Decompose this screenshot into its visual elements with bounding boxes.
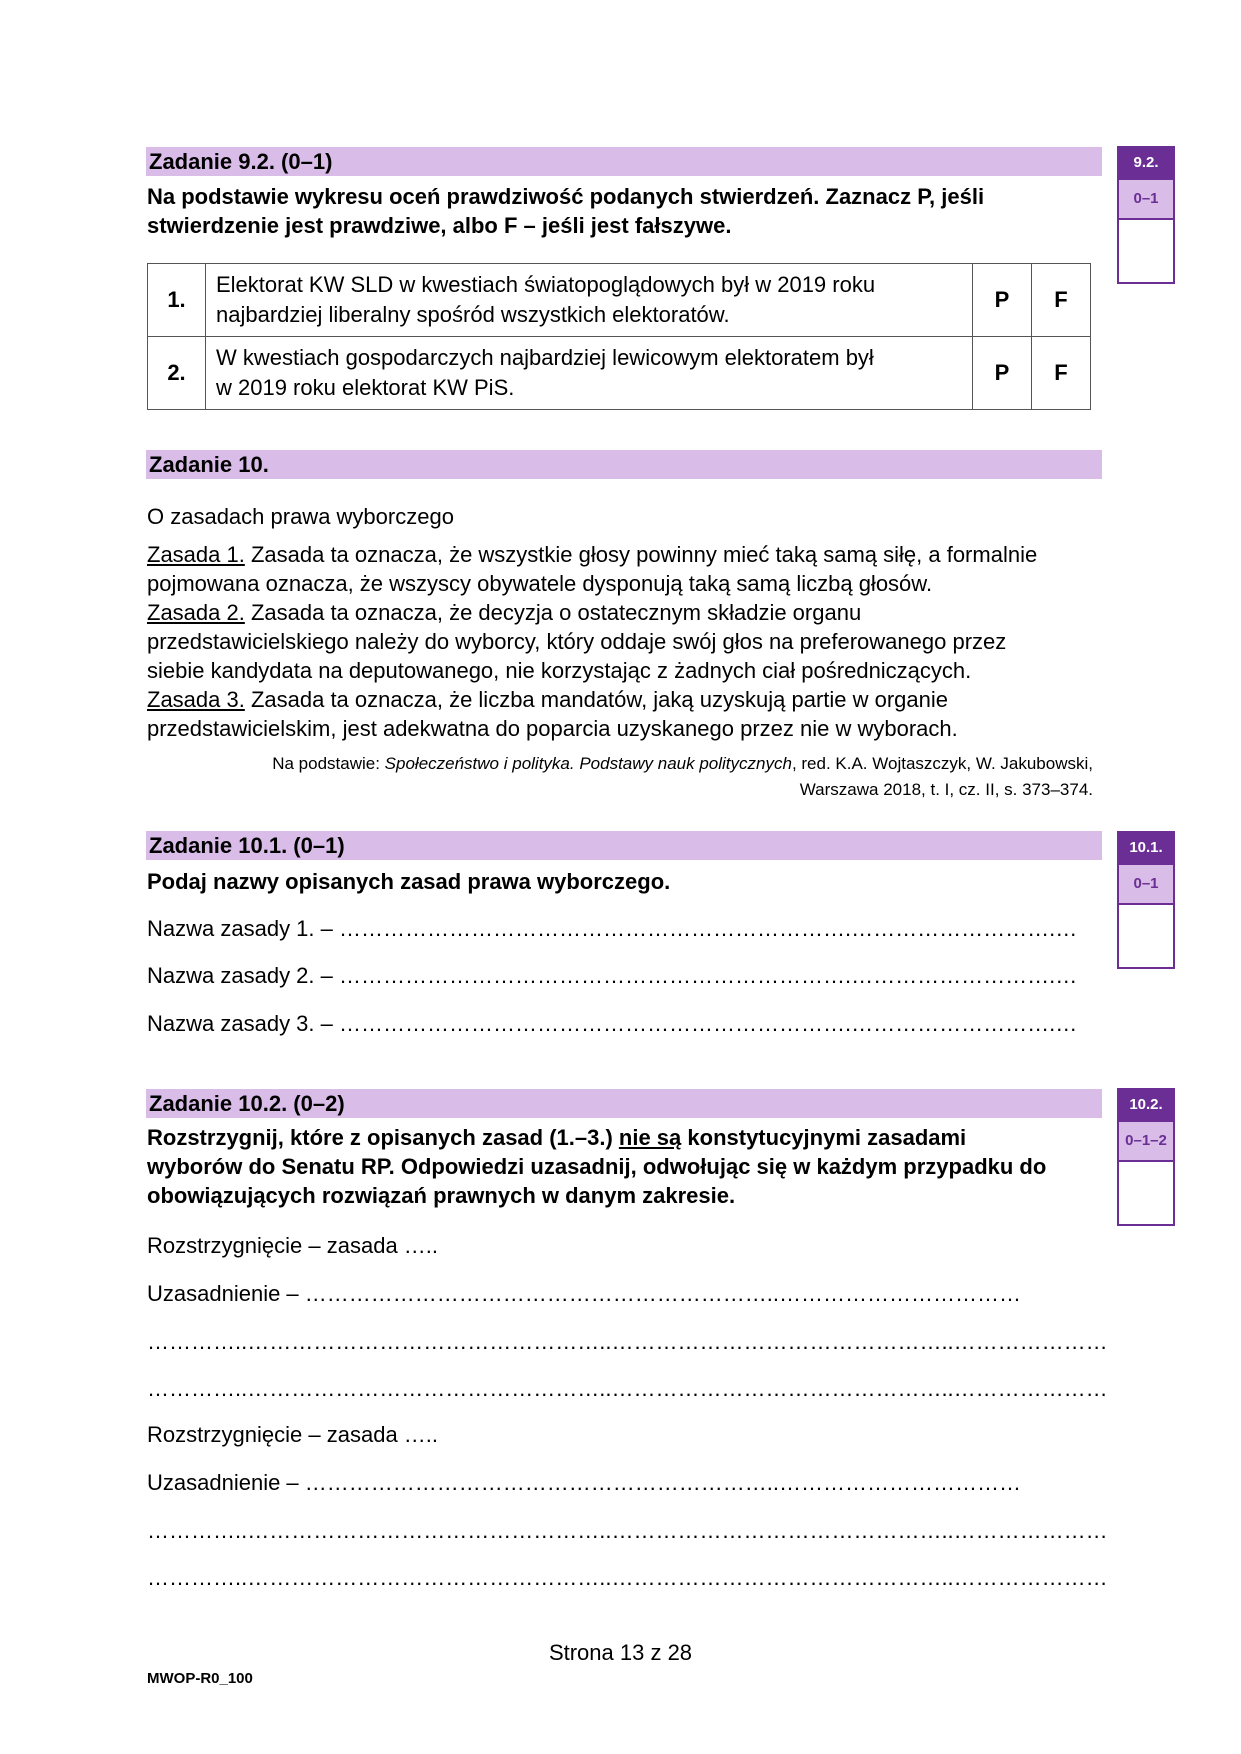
statement-number: 1. (148, 264, 206, 337)
instruction-line: Na podstawie wykresu oceń prawdziwość podanych stwierdzeń. Zaznacz P, jeśli (147, 184, 985, 209)
statement-line: w 2019 roku elektorat KW PiS. (216, 375, 515, 400)
true-false-table (147, 263, 1091, 410)
score-box-label: 10.2. (1119, 1090, 1173, 1120)
decision-line-2[interactable]: Rozstrzygnięcie – zasada ….. (147, 1422, 439, 1447)
decision-line-1[interactable]: Rozstrzygnięcie – zasada ….. (147, 1233, 439, 1258)
score-box-input[interactable] (1119, 903, 1173, 967)
statement-line: W kwestiach gospodarczych najbardziej lewicowym elektoratem był (216, 345, 874, 370)
score-box-10-2 (1117, 1088, 1175, 1226)
score-box-input[interactable] (1119, 1160, 1173, 1224)
justification-line-2[interactable]: Uzasadnienie – ………………………………………………………..…………………………… (147, 1470, 1021, 1495)
answer-dots-line[interactable]: …………..…………………………………………..………………………………………..………………… (147, 1518, 1108, 1543)
table-row (148, 337, 1091, 410)
answer-dots-line[interactable]: …………..…………………………………………..………………………………………..………………… (147, 1376, 1108, 1401)
principle-1-label: Zasada 1. (147, 542, 245, 567)
principles-text: Zasada 1. Zasada ta oznacza, że wszystkie głosy powinny mieć taką samą siłę, a formalnie pojmowana oznacza, że wszyscy obywatele dysponują taką samą liczbą głosów. Zasada 2. Zasada ta oznacza, że decyzja o ostatecznym składzie organu przedstawicielskiego należy do wyborcy, który oddaje swój głos na preferowanego przez siebie kandydata na deputowanego, nie korzystając z żadnych ciał pośredniczących. Zasada 3. Zasada ta oznacza, że liczba mandatów, jaką uzyskują partie w organie przedstawicielskim, jest adekwatna do poparcia uzyskanego przez nie w wyborach. (147, 542, 1038, 741)
statement-number: 2. (148, 337, 206, 410)
statement-text (206, 337, 973, 410)
answer-dots-line[interactable]: …………..…………………………………………..………………………………………..………………… (147, 1565, 1108, 1590)
statement-text (206, 264, 973, 337)
score-box-label: 10.1. (1119, 833, 1173, 863)
statement-line: najbardziej liberalny spośród wszystkich elektoratów. (216, 302, 730, 327)
score-box-input[interactable] (1119, 218, 1173, 282)
score-box-points: 0–1 (1119, 178, 1173, 218)
statement-line: Elektorat KW SLD w kwestiach światopoglądowych był w 2019 roku (216, 272, 876, 297)
score-box-points: 0–1–2 (1119, 1120, 1173, 1160)
principle-3-label: Zasada 3. (147, 687, 245, 712)
task-10-intro: O zasadach prawa wyborczego (147, 504, 454, 529)
task-9-2-instruction (147, 182, 984, 240)
source-citation: Na podstawie: Społeczeństwo i polityka. Podstawy nauk politycznych, red. K.A. Wojtaszczyk, W. Jakubowski, Warszawa 2018, t. I, cz. II, s. 373–374. (272, 754, 1093, 799)
task-10-1-instruction: Podaj nazwy opisanych zasad prawa wyborczego. (147, 869, 671, 894)
answer-f-option[interactable]: F (1032, 337, 1091, 410)
answer-line-3[interactable]: Nazwa zasady 3. – …………………………………………………………….……………………….… (147, 1011, 1078, 1036)
answer-line-2[interactable]: Nazwa zasady 2. – …………………………………………………………….……………………….… (147, 963, 1078, 988)
answer-line-1[interactable]: Nazwa zasady 1. – …………………………………………………………….……………………….… (147, 916, 1078, 941)
score-box-points: 0–1 (1119, 863, 1173, 903)
score-box-label: 9.2. (1119, 148, 1173, 178)
task-10-2-instruction: Rozstrzygnij, które z opisanych zasad (1.–3.) nie są konstytucyjnymi zasadami wyborów do Senatu RP. Odpowiedzi uzasadnij, odwołując się w każdym przypadku do obowiązujących rozwiązań prawnych w danym zakresie. (147, 1125, 1047, 1208)
answer-f-option[interactable]: F (1032, 264, 1091, 337)
task-10-1-header: Zadanie 10.1. (0–1) (146, 831, 1102, 860)
task-10-2-header: Zadanie 10.2. (0–2) (146, 1089, 1102, 1118)
answer-p-option[interactable]: P (973, 337, 1032, 410)
principle-2-label: Zasada 2. (147, 600, 245, 625)
task-10-header: Zadanie 10. (146, 450, 1102, 479)
exam-code: MWOP-R0_100 (147, 1670, 253, 1687)
score-box-10-1 (1117, 831, 1175, 969)
justification-line-1[interactable]: Uzasadnienie – ………………………………………………………..…………………………… (147, 1281, 1021, 1306)
page-number: Strona 13 z 28 (548, 1640, 693, 1665)
answer-p-option[interactable]: P (973, 264, 1032, 337)
answer-dots-line[interactable]: …………..…………………………………………..………………………………………..………………… (147, 1329, 1108, 1354)
score-box-9-2 (1117, 146, 1175, 284)
task-9-2-header: Zadanie 9.2. (0–1) (146, 147, 1102, 176)
table-row (148, 264, 1091, 337)
instruction-line: stwierdzenie jest prawdziwe, albo F – jeśli jest fałszywe. (147, 213, 732, 238)
